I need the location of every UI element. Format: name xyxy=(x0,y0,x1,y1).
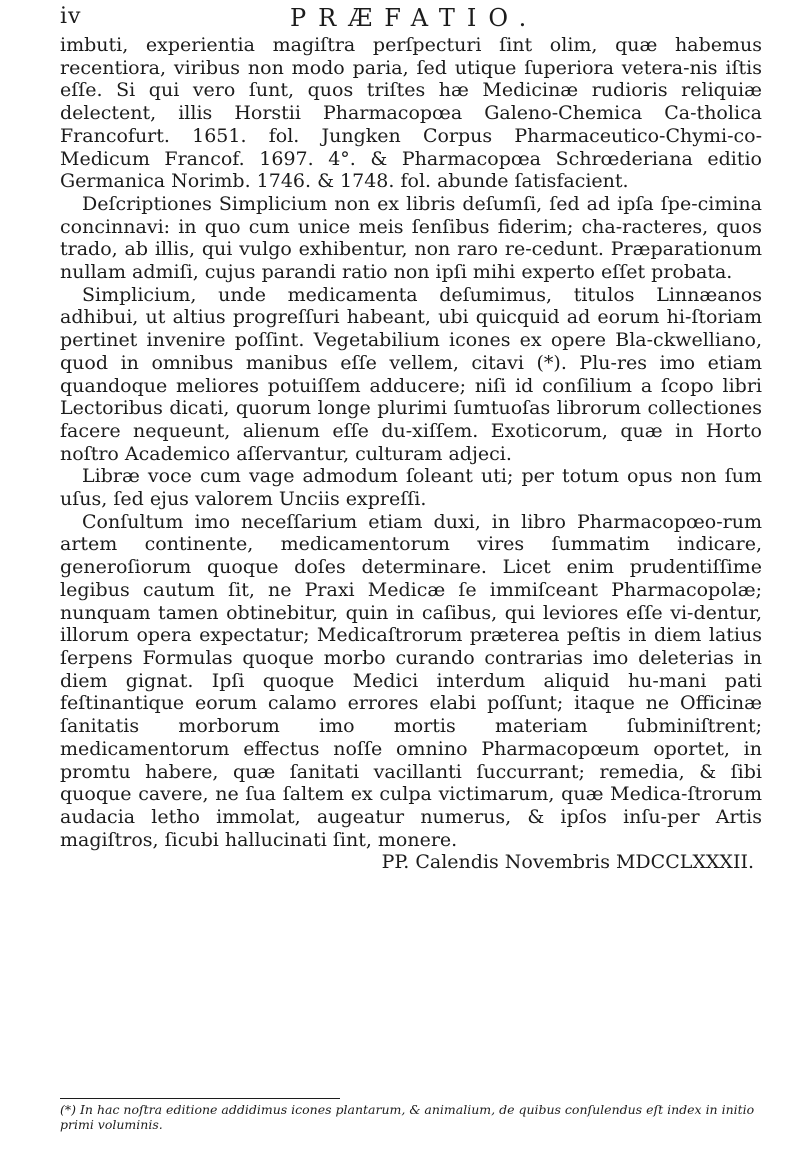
running-title: PRÆFATIO. xyxy=(290,4,539,32)
page-header xyxy=(60,4,760,34)
paragraph: Simplicium, unde medicamenta deſumimus, titulos Linnæanos adhibui, ut altius progreſſuri habeant, ubi quicquid ad eorum hi-ſtoriam pertinet invenire poſſint. Vegetabilium icones ex opere Bla-ckwelliano, quod in omnibus manibus eſſe vellem, citavi (*). Plu-res imo etiam quandoque meliores potuiſſem adducere; niſi id conſilium a ſcopo libri Lectoribus dicati, quorum longe plurimi ſumtuoſas librorum collectiones facere nequeunt, alienum eſſe du-xiſſem. Exoticorum, quæ in Horto noſtro Academico aſſervantur, culturam adjeci. xyxy=(60,283,762,465)
paragraph: Conſultum imo neceſſarium etiam duxi, in libro Pharmacopœo-rum artem continente, medicamentorum vires ſummatim indicare, generoſiorum quoque doſes determinare. Licet enim prudentiſſime legibus cautum ſit, ne Praxi Medicæ ſe immiſceant Pharmacopolæ; nunquam tamen obtinebitur, quin in caſibus, qui leviores eſſe vi-dentur, illorum opera expectatur; Medicaſtrorum præterea peſtis in diem latius ſerpens Formulas quoque morbo curando contrarias imo deleterias in diem gignat. Ipſi quoque Medici interdum aliquid hu-mani pati feſtinantique eorum calamo errores elabi poſſunt; itaque ne Officinæ ſanitatis morborum imo mortis materiam ſubminiſtrent; medicamentorum effectus noſſe omnino Pharmacopœum oportet, in promtu habere, quæ ſanitati vacillanti ſuccurrant; remedia, & ſibi quoque cavere, ne ſua ſaltem ex culpa victimarum, quæ Medica-ſtrorum audacia letho immolat, augeatur numerus, & ipſos inſu-per Artis magiſtros, ſicubi hallucinati ſint, monere. xyxy=(60,510,762,851)
page-number: iv xyxy=(60,4,82,29)
footnote: (*) In hac noſtra editione addidimus icones plantarum, & animalium, de quibus conſulendus eſt index in initio primi voluminis. xyxy=(60,1102,755,1132)
paragraph: Deſcriptiones Simplicium non ex libris deſumſi, ſed ad ipſa ſpe-cimina concinnavi: in quo cum unice meis ſenſibus fiderim; cha-racteres, quos trado, ab illis, qui vulgo exhibentur, non raro re-cedunt. Præparationum nullam admiſi, cujus parandi ratio non ipſi mihi experto eſſet probata. xyxy=(60,192,762,284)
paragraph: imbuti, experientia magiſtra perſpecturi ſint olim, quæ habemus recentiora, viribus non modo paria, ſed utique ſuperiora vetera-nis iſtis eſſe. Si qui vero ſunt, quos triſtes hæ Medicinæ rudioris reliquiæ delectent, illis Horstii Pharmacopœa Galeno-Chemica Ca-tholica Francofurt. 1651. fol. Jungken Corpus Pharmaceutico-Chymi-co-Medicum Francof. 1697. 4°. & Pharmacopœa Schrœderiana editio Germanica Norimb. 1746. & 1748. fol. abunde ſatisfacient. xyxy=(60,34,762,193)
date-signature: PP. Calendis Novembris MDCCLXXXII. xyxy=(381,851,754,874)
body-text xyxy=(60,34,762,874)
paragraph: Libræ voce cum vage admodum ſoleant uti; per totum opus non ſum uſus, ſed ejus valorem Unciis expreſſi. xyxy=(60,465,762,511)
footnote-divider xyxy=(60,1098,340,1099)
